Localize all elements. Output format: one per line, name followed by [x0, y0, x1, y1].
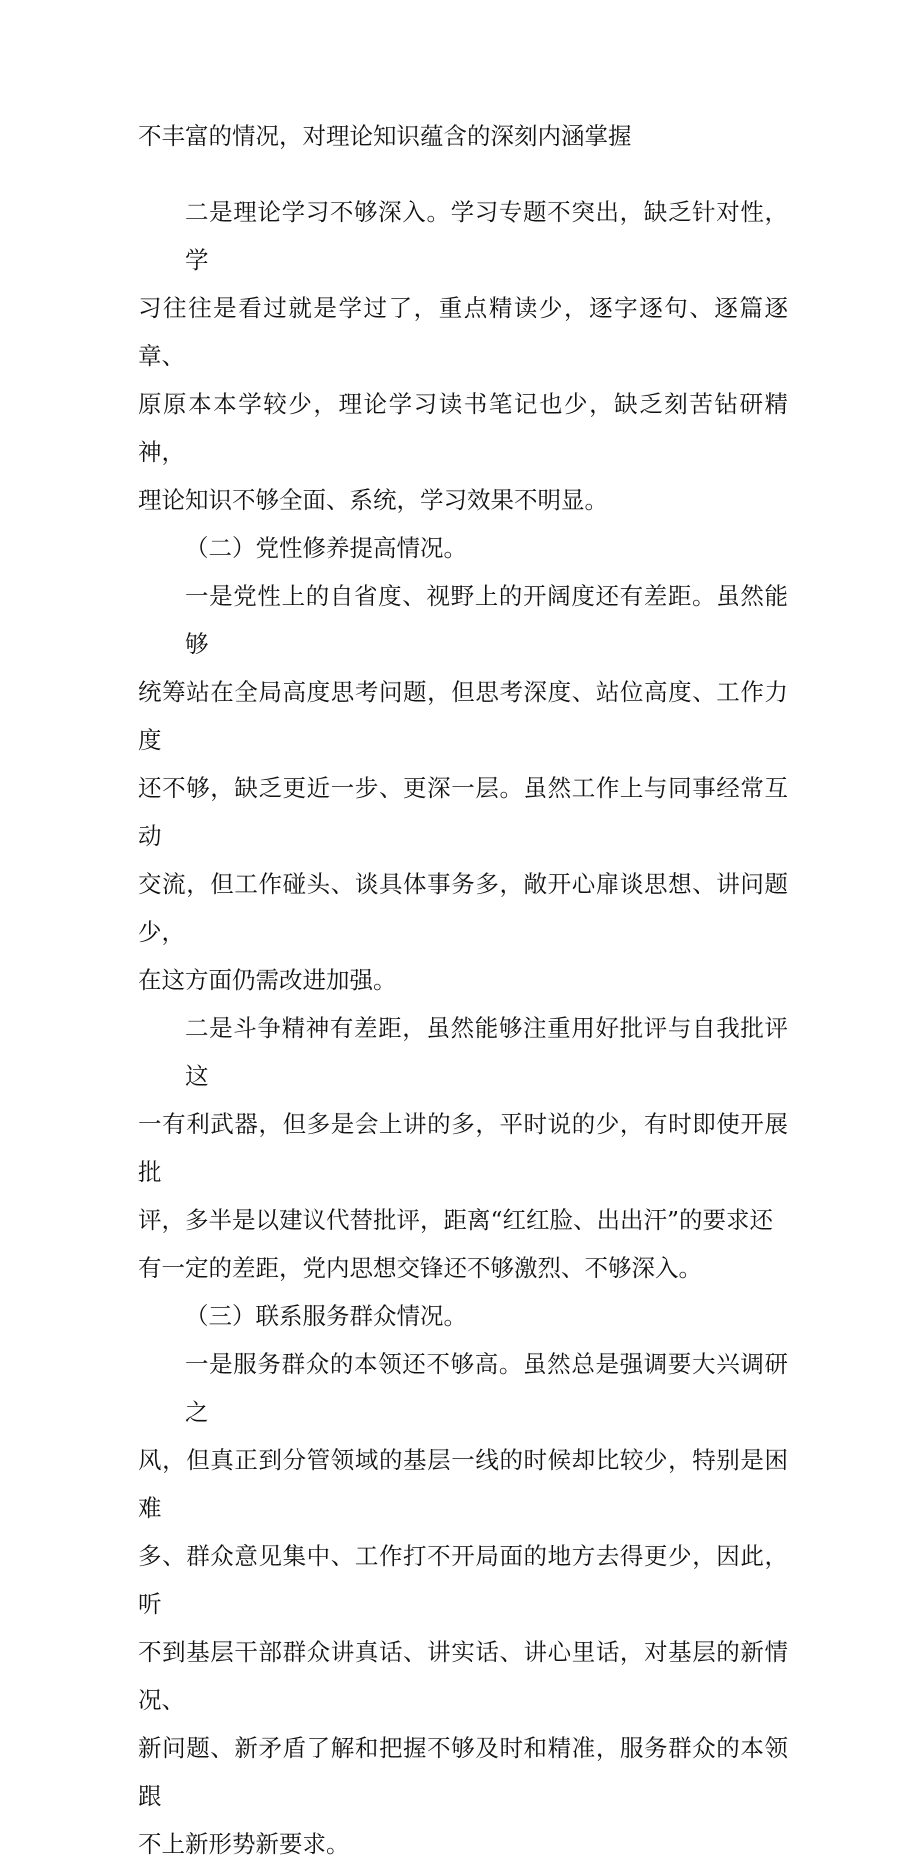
paragraph-service-ability — [138, 1340, 788, 1868]
text-line: 新问题、新矛盾了解和把握不够及时和精准，服务群众的本领跟 — [138, 1734, 788, 1810]
text-line: 统筹站在全局高度思考问题，但思考深度、站位高度、工作力度 — [138, 678, 788, 754]
section-heading-party-spirit — [138, 524, 788, 572]
text-line: 交流，但工作碰头、谈具体事务多，敞开心扉谈思想、讲问题少， — [138, 870, 788, 946]
text-line: 在这方面仍需改进加强。 — [138, 966, 397, 994]
text-line: 评，多半是以建议代替批评，距离“红红脸、出出汗”的要求还 — [138, 1206, 774, 1234]
text-line: 一是党性上的自省度、视野上的开阔度还有差距。虽然能够 — [185, 582, 788, 658]
paragraph-fighting-spirit — [138, 1004, 788, 1292]
text-line: 不上新形势新要求。 — [138, 1830, 350, 1858]
text-line: 习往往是看过就是学过了，重点精读少，逐字逐句、逐篇逐章、 — [138, 294, 788, 370]
paragraph-self-reflection — [138, 572, 788, 1004]
heading-text: （二）党性修养提高情况。 — [185, 534, 467, 562]
text-line: 理论知识不够全面、系统，学习效果不明显。 — [138, 486, 608, 514]
text-line: 二是斗争精神有差距，虽然能够注重用好批评与自我批评这 — [185, 1014, 788, 1090]
text-line: 二是理论学习不够深入。学习专题不突出，缺乏针对性，学 — [185, 198, 788, 274]
heading-text: （三）联系服务群众情况。 — [185, 1302, 467, 1330]
text-line: 不丰富的情况，对理论知识蕴含的深刻内涵掌握 — [138, 122, 632, 150]
section-heading-serving-masses — [138, 1292, 788, 1340]
text-line: 风，但真正到分管领域的基层一线的时候却比较少，特别是困难 — [138, 1446, 788, 1522]
text-line: 一是服务群众的本领还不够高。虽然总是强调要大兴调研之 — [185, 1350, 788, 1426]
text-line: 有一定的差距，党内思想交锋还不够激烈、不够深入。 — [138, 1254, 702, 1282]
paragraph-continuation — [138, 112, 788, 160]
paragraph-theory-study-depth — [138, 188, 788, 524]
text-line: 原原本本学较少，理论学习读书笔记也少，缺乏刻苦钻研精神， — [138, 390, 788, 466]
text-line: 还不够，缺乏更近一步、更深一层。虽然工作上与同事经常互动 — [138, 774, 788, 850]
text-line: 一有利武器，但多是会上讲的多，平时说的少，有时即使开展批 — [138, 1110, 788, 1186]
document-body — [138, 112, 788, 1868]
text-line: 多、群众意见集中、工作打不开局面的地方去得更少，因此，听 — [138, 1542, 788, 1618]
text-line: 不到基层干部群众讲真话、讲实话、讲心里话，对基层的新情况、 — [138, 1638, 788, 1714]
